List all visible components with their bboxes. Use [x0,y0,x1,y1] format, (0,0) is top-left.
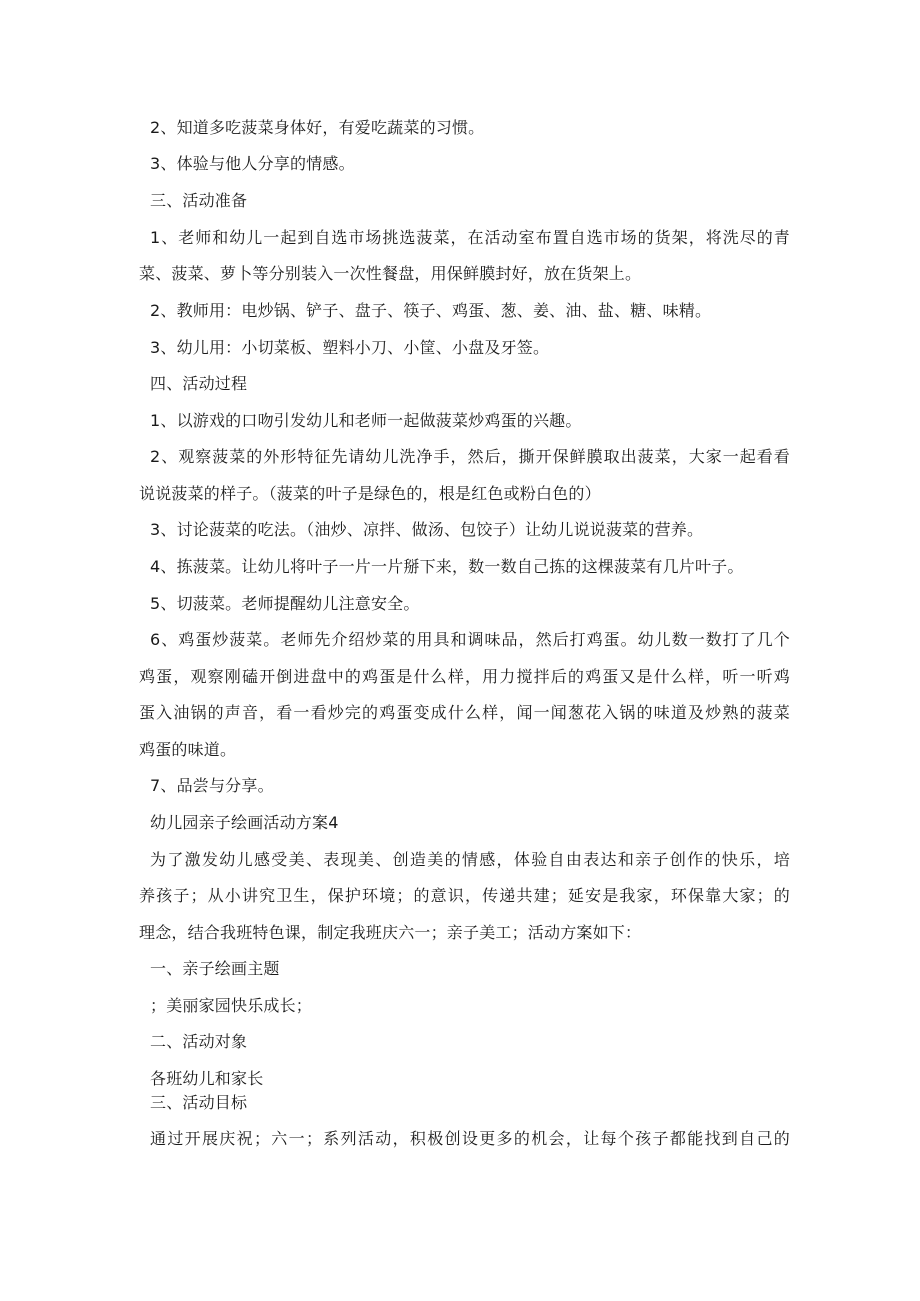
text-line: 6、鸡蛋炒菠菜。老师先介绍炒菜的用具和调味品，然后打鸡蛋。幼儿数一数打了几个 [150,630,790,649]
section-heading: 四、活动过程 [150,374,248,393]
text-line: ；美丽家园快乐成长； [150,996,313,1015]
text-line: 3、幼儿用：小切菜板、塑料小刀、小筐、小盘及牙签。 [150,338,550,357]
text-line: 说说菠菜的样子。（菠菜的叶子是绿色的，根是红色或粉白色的） [139,484,601,503]
text-line: 3、体验与他人分享的情感。 [150,154,355,173]
text-line: 通过开展庆祝；六一；系列活动，积极创设更多的机会，让每个孩子都能找到自己的 [150,1129,790,1148]
text-line: 鸡蛋，观察刚磕开倒进盘中的鸡蛋是什么样，用力搅拌后的鸡蛋又是什么样，听一听鸡 [139,667,790,686]
text-line: 7、品尝与分享。 [150,776,274,795]
section-heading: 三、活动目标 [150,1093,248,1112]
section-heading: 一、亲子绘画主题 [150,959,280,978]
text-line: 鸡蛋的味道。 [139,740,237,759]
text-line: 2、知道多吃菠菜身体好，有爱吃蔬菜的习惯。 [150,118,485,137]
section-heading: 二、活动对象 [150,1032,248,1051]
text-line: 1、以游戏的口吻引发幼儿和老师一起做菠菜炒鸡蛋的兴趣。 [150,411,582,430]
text-line: 5、切菠菜。老师提醒幼儿注意安全。 [150,594,420,613]
text-line: 蛋入油锅的声音，看一看炒完的鸡蛋变成什么样，闻一闻葱花入锅的味道及炒熟的菠菜 [139,703,790,722]
text-line: 养孩子；从小讲究卫生，保护环境；的意识，传递共建；延安是我家，环保靠大家；的 [139,886,790,905]
text-line: 2、教师用：电炒锅、铲子、盘子、筷子、鸡蛋、葱、姜、油、盐、糖、味精。 [150,301,712,320]
document-title: 幼儿园亲子绘画活动方案4 [150,813,339,832]
text-line: 菜、菠菜、萝卜等分别装入一次性餐盘，用保鲜膜封好，放在货架上。 [139,264,642,283]
text-line: 理念，结合我班特色课，制定我班庆六一；亲子美工；活动方案如下： [139,923,642,942]
text-line: 3、讨论菠菜的吃法。（油炒、凉拌、做汤、包饺子）让幼儿说说菠菜的营养。 [150,520,704,539]
text-line: 为了激发幼儿感受美、表现美、创造美的情感，体验自由表达和亲子创作的快乐，培 [150,850,790,869]
text-line: 4、拣菠菜。让幼儿将叶子一片一片掰下来，数一数自己拣的这棵菠菜有几片叶子。 [150,557,744,576]
text-line: 2、观察菠菜的外形特征先请幼儿洗净手，然后，撕开保鲜膜取出菠菜，大家一起看看 [150,447,790,466]
section-heading: 三、活动准备 [150,191,248,210]
text-line: 各班幼儿和家长 [150,1069,264,1088]
text-line: 1、老师和幼儿一起到自选市场挑选菠菜，在活动室布置自选市场的货架，将洗尽的青 [150,228,790,247]
